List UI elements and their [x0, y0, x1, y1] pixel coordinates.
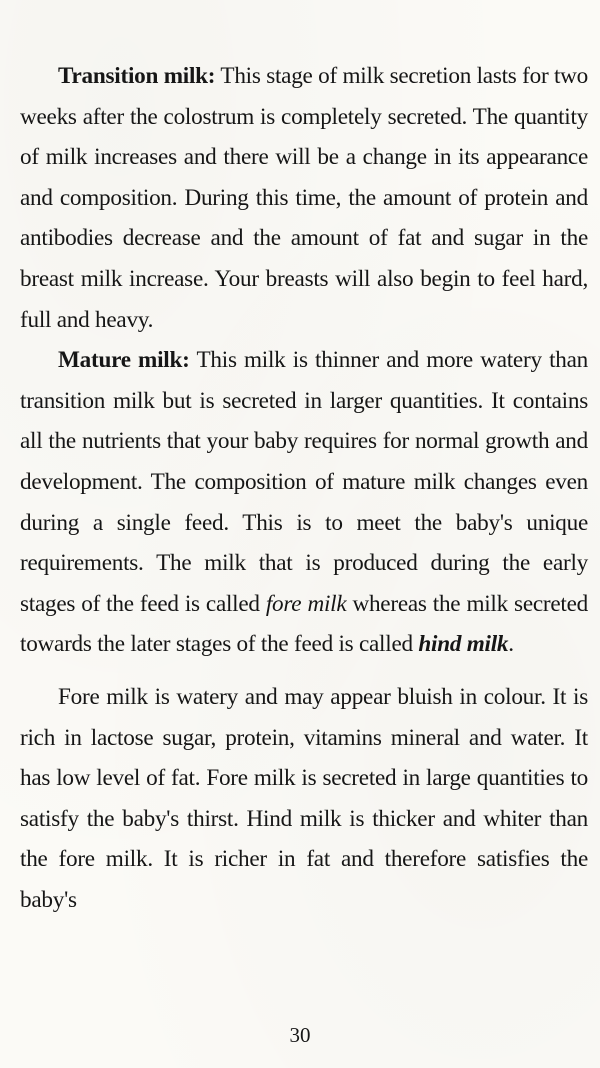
paragraph-text: This milk is thinner and more watery than transition milk but is secreted in larger quantities. It contains all the nutrients that your baby requires for normal growth and development. The composition of mature milk changes even during a single feed. This is to meet the baby's unique requirements. The milk that is produced during the early stages of the feed is called [20, 347, 588, 617]
italic-hind-milk: hind milk [418, 631, 509, 658]
paragraph-text: This stage of milk secretion lasts for two weeks after the colostrum is completely secreted. The quantity of milk increases and there will be a change in its appearance and composition. During this time, the amount of protein and antibodies decrease and the amount of fat and sugar in the breast milk increase. Your breasts will also begin to feel hard, full and heavy. [20, 63, 589, 333]
italic-fore-milk: fore milk [265, 590, 347, 617]
term-mature-milk: Mature milk: [58, 347, 190, 374]
paragraph-fore-milk [20, 677, 588, 921]
paragraph-text: whereas the milk secreted towards the later stages of the feed is called [20, 590, 589, 658]
paragraph-text: Fore milk is watery and may appear bluish in colour. It is rich in lactose sugar, protein, vitamins mineral and water. It has low level of fat. Fore milk is secreted in large quantities to satisfy the baby's thirst. Hind milk is thicker and whiter than the fore milk. It is richer in fat and therefore satisfies the baby's [20, 683, 588, 913]
term-transition-milk: Transition milk: [58, 63, 216, 89]
paragraph-transition-milk [20, 56, 588, 340]
paragraph-text: . [508, 631, 514, 658]
paragraph-mature-milk [20, 340, 588, 665]
page-number: 30 [289, 1023, 311, 1047]
